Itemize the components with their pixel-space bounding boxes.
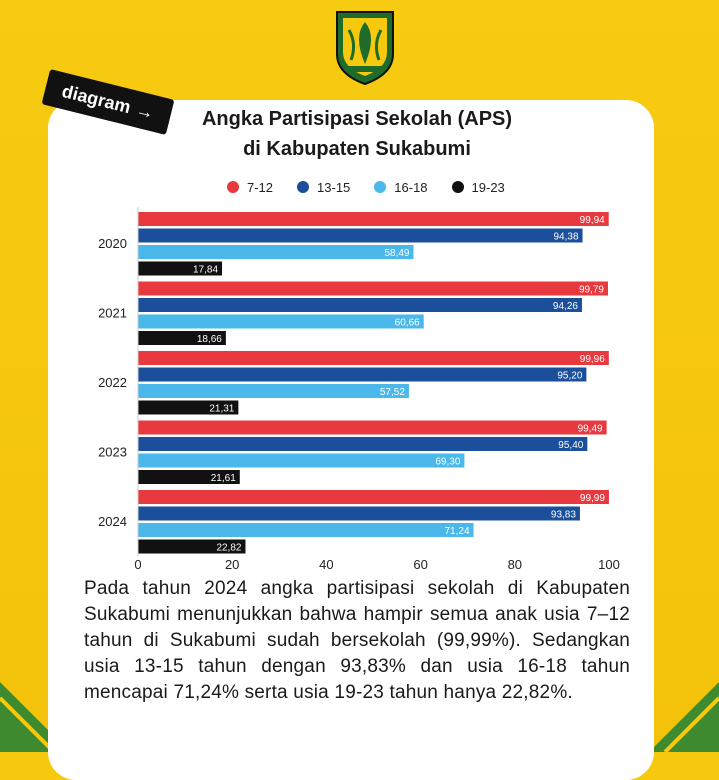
chart-title-line2: di Kabupaten Sukabumi <box>243 138 471 160</box>
bar-7-12-2022 <box>138 351 609 365</box>
data-label: 95,20 <box>557 370 583 382</box>
data-label: 69,30 <box>435 456 461 468</box>
legend-label: 13-15 <box>317 179 351 195</box>
data-label: 71,24 <box>444 526 470 537</box>
x-tick-label: 100 <box>598 557 620 572</box>
chart-title-line1: Angka Partisipasi Sekolah (APS) <box>201 108 513 130</box>
legend-label: 16-18 <box>394 179 428 195</box>
bar-7-12-2023 <box>138 421 607 435</box>
data-label: 58,49 <box>384 248 410 259</box>
data-label: 21,31 <box>209 403 235 415</box>
data-label: 22,82 <box>216 542 242 554</box>
bar-16-18-2021 <box>138 315 424 329</box>
diagram-tag-label: diagram <box>60 80 133 117</box>
bar-16-18-2023 <box>138 454 464 468</box>
bar-13-15-2024 <box>138 507 580 521</box>
bar-13-15-2023 <box>138 437 587 451</box>
data-label: 99,94 <box>579 215 605 226</box>
bar-7-12-2020 <box>138 212 609 226</box>
description-paragraph: Pada tahun 2024 angka partisipasi sekolah di Kabupaten Sukabumi menunjukkan bahwa hampir semua anak usia 7–12 tahun di Sukabumi sudah bersekolah (99,99%). Sedangkan usia 13-15 tahun dengan 93,83% dan usia 16-18 tahun mencapai 71,24% serta usia 19-23 tahun hanya 22,82%. <box>84 578 630 703</box>
legend-label: 19-23 <box>471 179 505 195</box>
x-tick-label: 40 <box>319 557 334 572</box>
corner-decoration-right <box>649 632 719 752</box>
data-label: 18,66 <box>196 334 222 345</box>
category-label: 2022 <box>98 374 127 390</box>
data-label: 94,38 <box>553 231 579 243</box>
data-label: 95,40 <box>558 440 584 451</box>
legend-label: 7-12 <box>247 179 274 195</box>
data-label: 57,52 <box>379 387 405 398</box>
data-label: 94,26 <box>552 301 578 312</box>
data-label: 99,96 <box>579 354 605 365</box>
x-tick-label: 60 <box>413 557 428 572</box>
x-tick-label: 0 <box>134 557 142 572</box>
bar-16-18-2020 <box>138 245 413 259</box>
data-label: 99,99 <box>579 493 605 504</box>
category-label: 2024 <box>98 513 127 529</box>
bar-16-18-2022 <box>138 384 409 398</box>
category-label: 2021 <box>98 305 127 321</box>
x-tick-label: 20 <box>224 557 240 572</box>
data-label: 60,66 <box>394 317 420 329</box>
data-label: 99,79 <box>578 284 605 296</box>
bar-13-15-2020 <box>138 229 583 243</box>
bar-7-12-2024 <box>138 490 609 504</box>
category-label: 2020 <box>98 235 127 251</box>
data-label: 17,84 <box>192 264 219 276</box>
bar-13-15-2022 <box>138 368 586 382</box>
category-label: 2023 <box>98 444 127 460</box>
data-label: 99,49 <box>577 423 603 435</box>
arrow-right-icon: → <box>133 98 157 123</box>
bar-16-18-2024 <box>138 523 474 537</box>
bar-7-12-2021 <box>138 282 608 296</box>
data-label: 93,83 <box>550 509 576 521</box>
data-label: 21,61 <box>210 473 236 484</box>
bar-13-15-2021 <box>138 298 582 312</box>
x-tick-label: 80 <box>507 557 523 572</box>
